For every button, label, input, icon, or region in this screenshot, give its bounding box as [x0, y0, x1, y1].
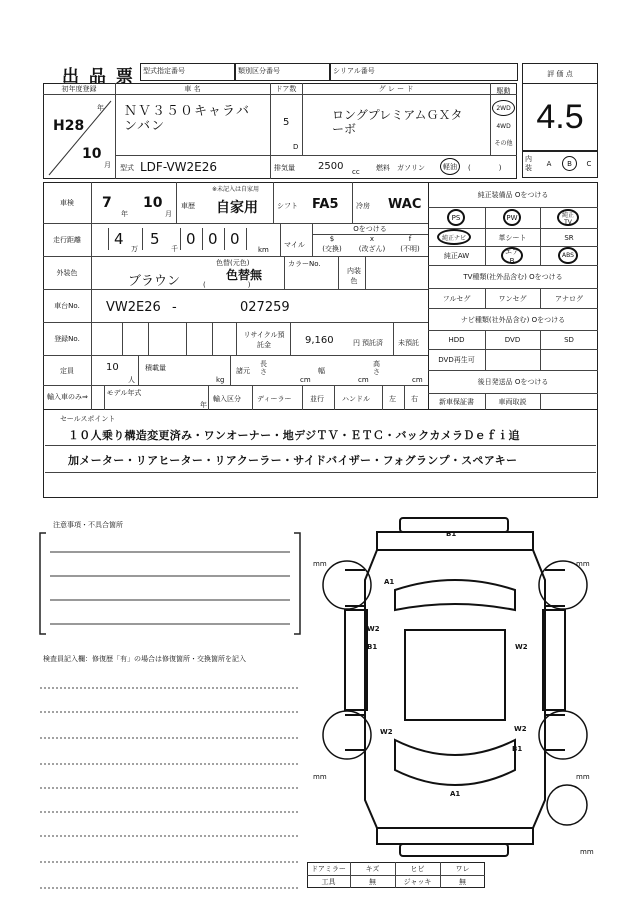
color-no-label: カラーNo.	[288, 260, 321, 268]
tools-jack-label: ジャッキ	[403, 877, 432, 886]
tools-scratch: キズ	[365, 864, 380, 873]
shift-value: FA5	[312, 197, 339, 212]
inspection-year: 7	[102, 195, 112, 211]
mileage-digit-3: 0	[186, 230, 196, 248]
registration-year-suffix: 年	[97, 104, 104, 112]
damage-a1-front: A1	[384, 578, 395, 586]
mileage-digit-4: 0	[208, 230, 218, 248]
chassis-prefix: VW2E26	[106, 300, 161, 315]
later-title: 後日発送品 Oをつける	[477, 378, 549, 386]
import-dealer[interactable]: ディーラー	[257, 395, 292, 403]
type-label: 型式	[120, 164, 134, 172]
import-category-label: 輸入区分	[213, 395, 241, 403]
drive-label: 駆動	[496, 87, 511, 95]
registration-month: 10	[82, 146, 102, 162]
registration-month-suffix: 月	[104, 161, 111, 169]
model-year-suffix: 年	[200, 401, 207, 409]
option-leather[interactable]: 革シート	[498, 233, 527, 242]
category-box: 類別区分番号	[235, 63, 330, 81]
option-tv[interactable]: 純正TV	[557, 209, 579, 226]
later-warranty[interactable]: 新車保証書	[439, 398, 474, 406]
color-paren: ( )	[203, 281, 251, 289]
form-title: 出 品 票	[62, 67, 135, 87]
mileage-exchanged[interactable]: (交換)	[322, 245, 342, 253]
recycle-deposited[interactable]: 預託済	[362, 339, 383, 347]
tools-tool-label: 工具	[321, 877, 336, 886]
inspector-lines	[38, 660, 302, 896]
selling-line-2: 加メーター・リアヒーター・リアクーラー・サイドバイザー・フォグランプ・スペアキー	[68, 454, 518, 467]
damage-b1-rear-right: B1	[512, 745, 523, 753]
navi-title: ナビ種類(社外品含む) Oをつける	[460, 315, 566, 324]
dims-length-unit: cm	[300, 376, 311, 384]
chassis-label: 車台No.	[54, 301, 80, 310]
handle-label: ハンドル	[342, 395, 370, 403]
score-value: 4.5	[536, 98, 584, 136]
mm-spare: mm	[580, 848, 594, 856]
caution-bracket	[38, 530, 302, 640]
shift-label: シフト	[277, 202, 298, 210]
later-manual[interactable]: 車両取説	[498, 398, 527, 406]
handle-right[interactable]: 右	[411, 395, 418, 403]
dims-height-unit: cm	[412, 376, 423, 384]
doors-label: ドア数	[275, 85, 297, 93]
inspection-month-suffix: 月	[165, 210, 172, 218]
doors-value: 5	[283, 117, 290, 128]
navi-sd[interactable]: SD	[564, 336, 574, 344]
recycle-not-deposited[interactable]: 未預託	[398, 339, 419, 347]
ac-value: WAC	[388, 197, 422, 212]
mile-label: マイル	[284, 241, 305, 249]
import-label: 輸入車のみ⇒	[47, 393, 88, 401]
mileage-tampered[interactable]: (改ざん)	[358, 245, 386, 253]
mileage-digit-1: 4	[114, 230, 124, 248]
tv-analog[interactable]: アナログ	[555, 294, 583, 303]
mileage-unit: km	[258, 246, 269, 254]
grade-label: グ レ ー ド	[378, 85, 414, 93]
damage-b1-front: B1	[446, 530, 457, 538]
navi-hdd[interactable]: HDD	[448, 336, 465, 344]
mm-front-right: mm	[576, 560, 590, 568]
chassis-dash: -	[172, 300, 177, 315]
registry-label: 登録No.	[54, 334, 80, 343]
history-label: 車歴	[181, 202, 195, 210]
option-navi[interactable]: 純正ナビ	[437, 229, 471, 245]
damage-w2-right: W2	[515, 643, 528, 651]
option-abs[interactable]: ABS	[558, 247, 578, 264]
damage-w2-left: W2	[367, 625, 380, 633]
damage-b1-left: B1	[367, 643, 378, 651]
recycle-label: リサイクル預託金	[243, 331, 285, 349]
inspector-label: 検査員記入欄：修復歴「有」の場合は修復箇所・交換箇所を記入	[43, 655, 246, 663]
capacity-label: 定員	[60, 366, 74, 375]
inspection-month: 10	[143, 195, 163, 211]
tools-crack: ヒビ	[410, 864, 425, 873]
inspection-label: 車検	[60, 198, 74, 207]
mileage-unknown[interactable]: (不明)	[400, 245, 420, 253]
displacement-label: 排気量	[274, 164, 295, 172]
caution-label: 注意事項・不具合箇所	[53, 521, 123, 529]
mileage-tampered-symbol[interactable]: x	[369, 235, 375, 243]
mm-rear-left: mm	[313, 773, 327, 781]
option-airbag[interactable]: エアB	[501, 247, 523, 264]
dims-label: 諸元	[236, 367, 250, 375]
mileage-mark-label: Oをつける	[353, 225, 387, 233]
tv-title: TV種類(社外品含む) Oをつける	[463, 273, 563, 281]
drive-4wd[interactable]: 4WD	[496, 122, 511, 130]
model-code-box: 型式指定番号	[140, 63, 235, 81]
fuel-paren: ( )	[468, 164, 502, 172]
color-change-label: 色替(元色)	[216, 259, 250, 267]
name-label: 車 名	[184, 85, 201, 93]
chassis-number: 027259	[240, 300, 290, 315]
recycle-unit: 円	[353, 339, 360, 347]
capacity-value: 10	[106, 362, 119, 373]
interior-color-label: 内装色	[347, 267, 361, 285]
vehicle-name: ＮＶ３５０キャラバンバン	[124, 104, 251, 134]
drive-other[interactable]: その他	[494, 139, 513, 147]
mm-front-left: mm	[313, 560, 327, 568]
mm-rear-right: mm	[576, 773, 590, 781]
registration-label: 初年度登録	[61, 85, 97, 93]
import-parallel[interactable]: 並行	[310, 395, 324, 403]
color-value: ブラウン	[128, 274, 181, 289]
tv-fullseg[interactable]: フルセグ	[442, 294, 471, 303]
mileage-sen: 千	[171, 245, 178, 253]
damage-a1-rear: A1	[450, 790, 461, 798]
dims-height: 高さ	[373, 360, 380, 376]
serial-box: シリアル番号	[330, 63, 518, 81]
fuel-diesel[interactable]: 軽油	[440, 158, 460, 175]
tools-mirror: ドアミラー	[311, 864, 346, 873]
type-value: LDF-VW2E26	[140, 160, 218, 174]
interior-label: 内装	[525, 155, 532, 172]
recycle-value: 9,160	[305, 335, 334, 346]
mileage-label: 走行距離	[53, 235, 81, 244]
color-label: 外装色	[56, 268, 78, 277]
score-label: 評 価 点	[522, 64, 598, 84]
mileage-exchanged-symbol[interactable]: $	[329, 235, 335, 243]
damage-w2-rear-left: W2	[380, 728, 393, 736]
handle-left[interactable]: 左	[389, 395, 396, 403]
dvd-playback[interactable]: DVD再生可	[438, 356, 475, 364]
inspection-year-suffix: 年	[121, 210, 128, 218]
displacement-value: 2500	[318, 161, 344, 172]
interior-b[interactable]: B	[562, 156, 577, 171]
dims-width: 幅	[318, 367, 325, 375]
options-title: 純正装備品 Oをつける	[477, 191, 549, 199]
damage-w2-rear-right: W2	[514, 725, 527, 733]
tv-oneseg[interactable]: ワンセグ	[498, 294, 527, 303]
capacity-unit: 人	[128, 376, 135, 384]
selling-label: セールスポイント	[60, 415, 116, 423]
mileage-unknown-symbol[interactable]: f	[408, 235, 412, 243]
drive-2wd[interactable]: 2WD	[492, 100, 515, 116]
dims-width-unit: cm	[358, 376, 369, 384]
history-value: 自家用	[216, 200, 258, 216]
color-change-value: 色替無	[226, 268, 263, 282]
option-pw[interactable]: PW	[503, 209, 521, 226]
grade-value: ロングプレミアムＧＸターボ	[332, 108, 463, 136]
model-year-label: モデル年式	[106, 389, 142, 397]
doors-suffix: D	[293, 143, 299, 151]
fuel-label: 燃料	[376, 164, 390, 172]
option-aw[interactable]: 純正AW	[443, 252, 470, 260]
tools-jack-value: 無	[459, 877, 466, 886]
mileage-man: 万	[131, 245, 138, 253]
load-unit: kg	[216, 376, 225, 384]
registration-era: H28	[53, 118, 85, 134]
option-ps[interactable]: PS	[447, 209, 465, 226]
selling-line-1: １０人乗り構造変更済み・ワンオーナー・地デジＴＶ・ＥＴＣ・バックカメラＤｅｆｉ追	[68, 429, 520, 442]
interior-a[interactable]: A	[546, 160, 552, 168]
mileage-digit-2: 5	[150, 230, 160, 248]
dims-length: 長さ	[260, 360, 267, 376]
tools-tool-value: 無	[369, 877, 376, 886]
fuel-gasoline[interactable]: ガソリン	[397, 164, 425, 172]
displacement-unit: cc	[352, 168, 360, 176]
history-note: ※未記入は自家用	[212, 186, 260, 193]
navi-dvd[interactable]: DVD	[504, 336, 521, 344]
mileage-digit-5: 0	[230, 230, 240, 248]
car-diagram	[305, 510, 605, 860]
option-sr[interactable]: SR	[564, 233, 574, 242]
load-label: 積載量	[145, 364, 166, 372]
interior-c[interactable]: C	[586, 160, 592, 168]
tools-break: ワレ	[455, 864, 470, 873]
ac-label: 冷房	[356, 202, 370, 210]
